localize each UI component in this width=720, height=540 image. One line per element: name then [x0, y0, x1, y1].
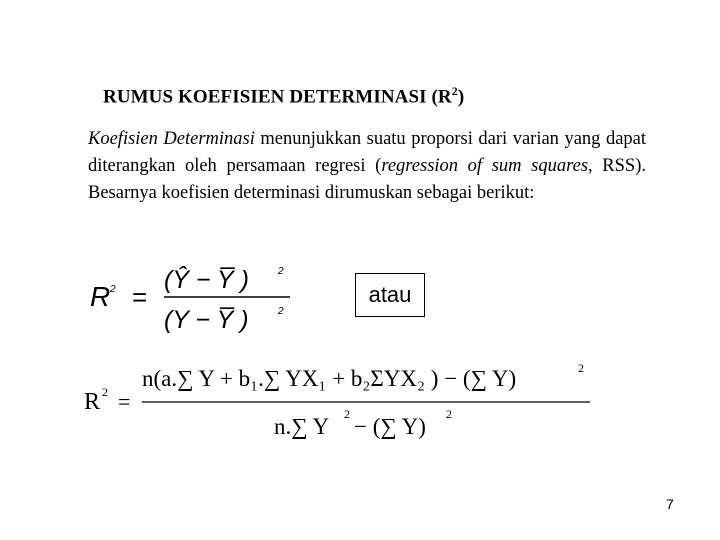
formula2-equals: = — [118, 389, 131, 414]
formula-r-squared-ratio — [88, 256, 308, 338]
formula2-denominator-rest: − (∑ Y) — [354, 414, 426, 439]
slide-title-text: RUMUS KOEFISIEN DETERMINASI (R — [103, 86, 452, 108]
slide-title-close: ) — [457, 86, 465, 108]
formula2-lhs-exponent: 2 — [102, 385, 108, 399]
formula1-lhs-exponent: 2 — [110, 284, 116, 295]
formula-r-squared-expanded — [80, 352, 600, 452]
formula1-equals: = — [132, 282, 148, 312]
atau-box — [355, 273, 425, 317]
formula2-numerator-exponent: 2 — [578, 361, 584, 375]
formula1-numerator-exponent: 2 — [278, 266, 284, 277]
formula2-denominator-rest-exponent: 2 — [446, 407, 452, 421]
page-number: 7 — [666, 496, 674, 512]
formula2-lhs: R — [84, 389, 101, 415]
atau-label: atau — [368, 282, 412, 307]
paragraph-text-1: menunjukkan suatu proporsi dari varian yang dapat diterangkan oleh persamaan regresi ( — [88, 129, 647, 176]
formula1-numerator: (Ŷ − Y̅ ) — [164, 266, 249, 294]
definition-paragraph — [88, 126, 646, 207]
formula2-numerator: n(a.∑ Y + b₁.∑ YX₁ + b₂ΣYX₂ ) − (∑ Y) — [142, 366, 517, 391]
formula1-denominator-exponent: 2 — [278, 306, 284, 317]
paragraph-text-2: , RSS). Besarnya koefisien determinasi dirumuskan sebagai berikut: — [88, 156, 647, 203]
formula1-lhs: R — [90, 281, 111, 312]
slide-title-superscript: 2 — [451, 84, 458, 98]
slide-title — [103, 84, 464, 108]
formula1-denominator: (Y − Y̅ ) — [164, 306, 249, 334]
formula2-denominator: n.∑ Y — [274, 414, 330, 439]
formula2-denominator-exponent: 2 — [344, 407, 350, 421]
term-koefisien-determinasi: Koefisien Determinasi — [88, 129, 255, 149]
term-regression-sum-squares: regression of sum squares — [381, 156, 589, 176]
